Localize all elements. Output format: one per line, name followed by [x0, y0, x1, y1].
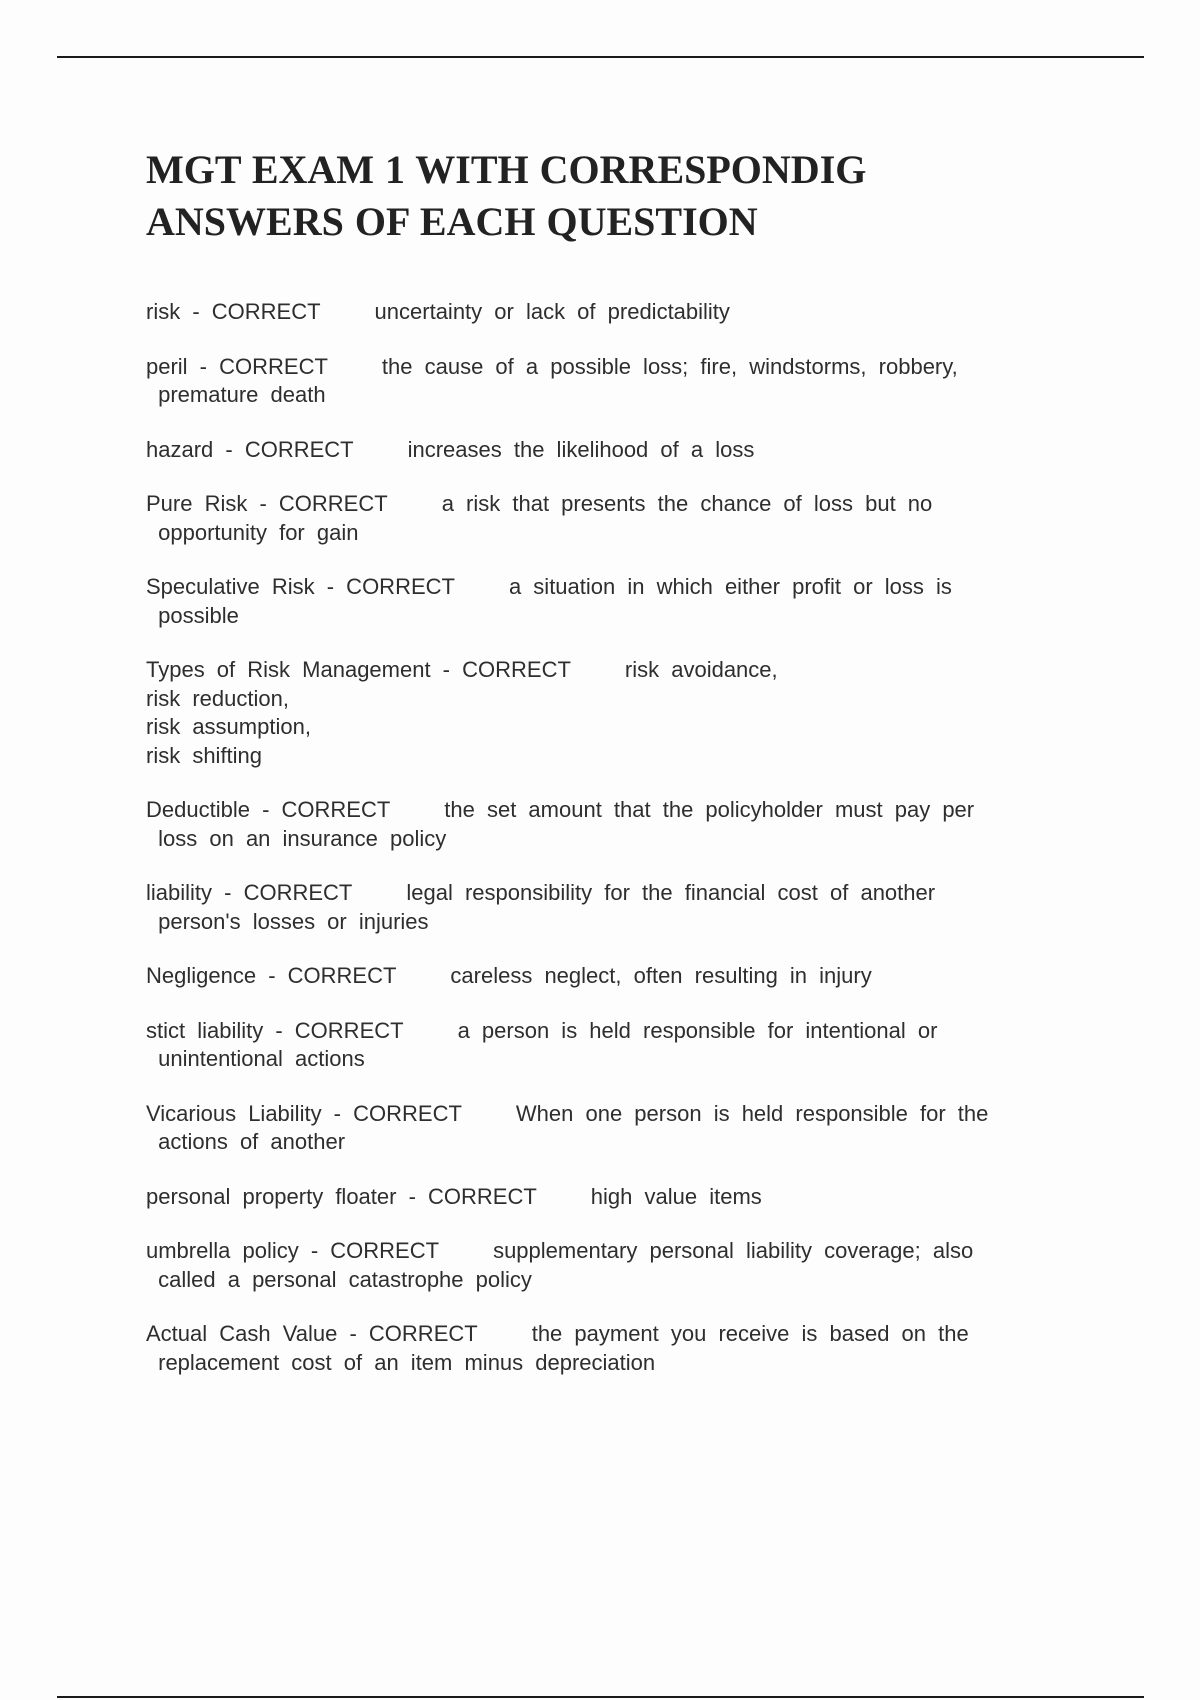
title-line-1: MGT EXAM 1 WITH CORRESPONDIG [146, 147, 867, 192]
qa-item [146, 1320, 1086, 1377]
qa-definition: the set amount that the policyholder must pay per loss on an insurance policy [158, 797, 975, 851]
qa-definition: uncertainty or lack of predictability [374, 299, 730, 324]
qa-item [146, 962, 1086, 991]
qa-term: Pure Risk - CORRECT [146, 491, 388, 516]
qa-item [146, 436, 1086, 465]
qa-item [146, 796, 1086, 853]
qa-definition: supplementary personal liability coverage; also called a personal catastrophe policy [158, 1238, 974, 1292]
title-line-2: ANSWERS OF EACH QUESTION [146, 199, 758, 244]
qa-term: Deductible - CORRECT [146, 797, 391, 822]
qa-definition: legal responsibility for the financial cost of another person's losses or injuries [158, 880, 936, 934]
qa-item [146, 1100, 1086, 1157]
qa-definition: high value items [590, 1183, 762, 1209]
qa-term: risk - CORRECT [146, 299, 321, 324]
top-rule [57, 56, 1144, 58]
qa-item [146, 353, 1086, 410]
qa-term: liability - CORRECT [146, 880, 353, 905]
qa-item [146, 1237, 1086, 1294]
qa-term: Types of Risk Management - CORRECT [146, 657, 571, 682]
qa-definition: increases the likelihood of a loss [407, 436, 755, 462]
qa-definition: a person is held responsible for intentional or unintentional actions [158, 1017, 938, 1071]
document-title [146, 144, 1106, 248]
qa-item [146, 1183, 1086, 1212]
qa-definition: When one person is held responsible for the actions of another [158, 1100, 989, 1154]
qa-item [146, 1017, 1086, 1074]
qa-term: Speculative Risk - CORRECT [146, 574, 455, 599]
qa-term: Actual Cash Value - CORRECT [146, 1321, 478, 1346]
qa-term: Vicarious Liability - CORRECT [146, 1100, 462, 1126]
qa-term: umbrella policy - CORRECT [146, 1238, 440, 1263]
qa-list [146, 298, 1086, 1403]
qa-term: Negligence - CORRECT [146, 963, 397, 988]
qa-term: personal property floater - CORRECT [146, 1183, 537, 1209]
qa-definition: the payment you receive is based on the replacement cost of an item minus depreciation [158, 1321, 969, 1375]
qa-definition: a situation in which either profit or loss is possible [158, 574, 952, 628]
qa-definition: the cause of a possible loss; fire, windstorms, robbery, premature death [158, 353, 958, 407]
qa-item [146, 490, 1086, 547]
qa-term: peril - CORRECT [146, 353, 328, 379]
qa-item [146, 573, 1086, 630]
qa-definition: careless neglect, often resulting in injury [450, 963, 872, 988]
qa-term: stict liability - CORRECT [146, 1017, 404, 1043]
qa-item [146, 298, 1086, 327]
bottom-rule [57, 1696, 1144, 1698]
qa-definition: risk avoidance, risk reduction, risk assumption, risk shifting [146, 657, 778, 768]
qa-term: hazard - CORRECT [146, 436, 354, 462]
qa-definition: a risk that presents the chance of loss but no opportunity for gain [158, 491, 933, 545]
qa-item [146, 656, 1086, 770]
qa-item [146, 879, 1086, 936]
